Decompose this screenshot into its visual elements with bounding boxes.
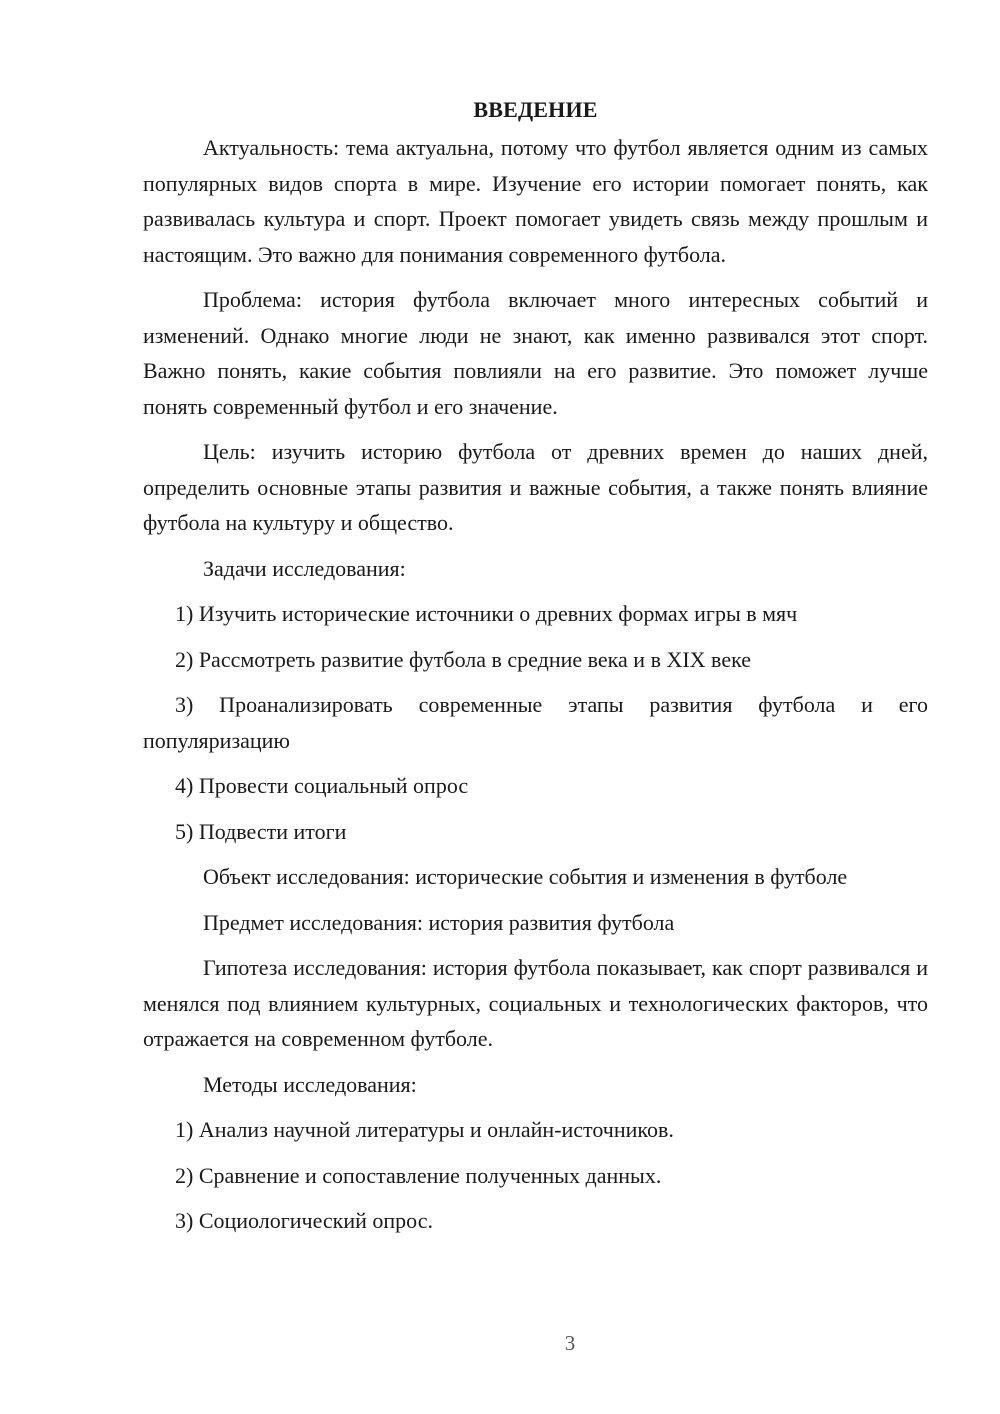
- page-number: 3: [564, 1331, 576, 1355]
- section-heading: ВВЕДЕНИЕ: [473, 97, 598, 122]
- list-item: 5) Подвести итоги: [175, 818, 347, 844]
- relevance-paragraph: Актуальность: тема актуальна, потому что футбол является одним из самых популярных видов спорта в мире. Изучение его истории помогает понять, как развивалась культура и спорт. Проект помогает увидеть связь между прошлым и настоящим. Это важно для понимания современного футбола.: [143, 135, 928, 267]
- list-item: 4) Провести социальный опрос: [175, 773, 469, 798]
- object-paragraph: Объект исследования: исторические события и изменения в футболе: [203, 864, 848, 889]
- list-item: 3) Проанализировать современные этапы развития футбола и его популяризацию: [143, 692, 928, 753]
- problem-paragraph: Проблема: история футбола включает много интересных событий и изменений. Однако многие люди не знают, как именно развивался этот спорт. Важно понять, какие события повлияли на его развитие. Это поможет лучше понять современный футбол и его значение.: [143, 287, 928, 419]
- list-item: 2) Сравнение и сопоставление полученных данных.: [175, 1162, 662, 1188]
- goal-paragraph: Цель: изучить историю футбола от древних времен до наших дней, определить основные этапы развития и важные события, а также понять влияние футбола на культуру и общество.: [143, 439, 928, 535]
- list-item: 3) Социологический опрос.: [175, 1208, 433, 1233]
- methods-list: [143, 1112, 928, 1239]
- list-item: 1) Анализ научной литературы и онлайн-источников.: [175, 1117, 674, 1142]
- tasks-title: Задачи исследования:: [203, 555, 406, 581]
- document-page: [143, 92, 928, 1249]
- methods-title: Методы исследования:: [203, 1071, 417, 1097]
- hypothesis-paragraph: Гипотеза исследования: история футбола показывает, как спорт развивался и менялся под влиянием культурных, социальных и технологических факторов, что отражается на современном футболе.: [143, 955, 928, 1051]
- tasks-list: [143, 596, 928, 849]
- list-item: 1) Изучить исторические источники о древних формах игры в мяч: [175, 601, 798, 626]
- list-item: 2) Рассмотреть развитие футбола в средние века и в XIX веке: [175, 646, 751, 672]
- subject-paragraph: Предмет исследования: история развития футбола: [203, 909, 675, 935]
